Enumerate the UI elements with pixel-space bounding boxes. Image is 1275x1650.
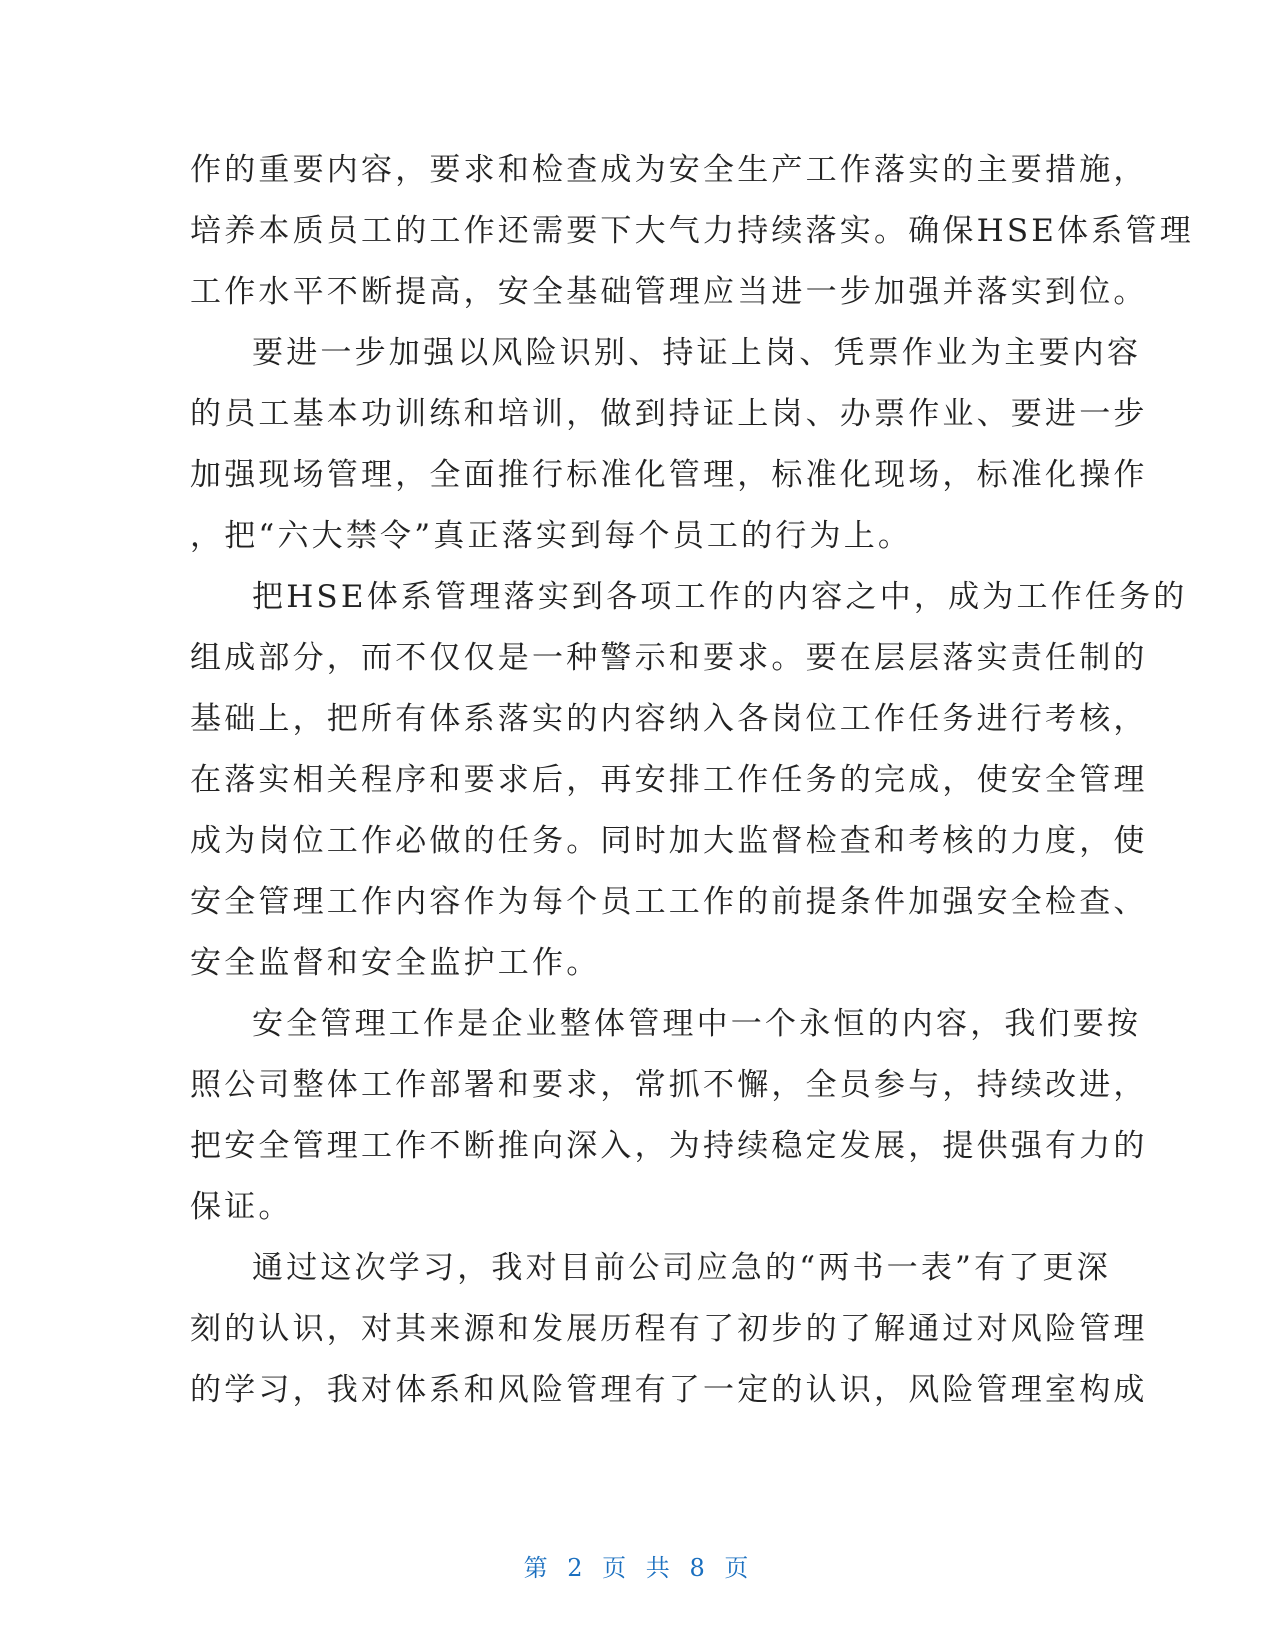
document-body bbox=[190, 140, 1194, 1421]
paragraph-line: 工作水平不断提高，安全基础管理应当进一步加强并落实到位。 bbox=[190, 274, 1148, 310]
paragraph-line: 安全监督和安全监护工作。 bbox=[190, 945, 601, 981]
paragraph-2 bbox=[190, 323, 1148, 567]
paragraph-line: 通过这次学习，我对目前公司应急的“两书一表”有了更深 bbox=[252, 1250, 1111, 1286]
paragraph-line: 基础上，把所有体系落实的内容纳入各岗位工作任务进行考核， bbox=[190, 701, 1148, 737]
paragraph-3 bbox=[190, 567, 1188, 994]
paragraph-line: 培养本质员工的工作还需要下大气力持续落实。确保HSE体系管理 bbox=[190, 213, 1194, 249]
paragraph-line: 把安全管理工作不断推向深入，为持续稳定发展，提供强有力的 bbox=[190, 1128, 1148, 1164]
paragraph-line: ，把“六大禁令”真正落实到每个员工的行为上。 bbox=[190, 518, 913, 554]
paragraph-line: 要进一步加强以风险识别、持证上岗、凭票作业为主要内容 bbox=[252, 335, 1142, 371]
paragraph-line: 成为岗位工作必做的任务。同时加大监督检查和考核的力度，使 bbox=[190, 823, 1148, 859]
paragraph-line: 的学习，我对体系和风险管理有了一定的认识，风险管理室构成 bbox=[190, 1372, 1148, 1408]
paragraph-4 bbox=[190, 994, 1148, 1238]
paragraph-line: 组成部分，而不仅仅是一种警示和要求。要在层层落实责任制的 bbox=[190, 640, 1148, 676]
paragraph-line: 在落实相关程序和要求后，再安排工作任务的完成，使安全管理 bbox=[190, 762, 1148, 798]
paragraph-1 bbox=[190, 140, 1194, 323]
paragraph-line: 安全管理工作是企业整体管理中一个永恒的内容，我们要按 bbox=[252, 1006, 1142, 1042]
paragraph-line: 保证。 bbox=[190, 1189, 293, 1225]
page-number-footer: 第 2 页 共 8 页 bbox=[523, 1554, 752, 1582]
paragraph-line: 照公司整体工作部署和要求，常抓不懈，全员参与，持续改进， bbox=[190, 1067, 1148, 1103]
paragraph-line: 的员工基本功训练和培训，做到持证上岗、办票作业、要进一步 bbox=[190, 396, 1148, 432]
paragraph-line: 加强现场管理，全面推行标准化管理，标准化现场，标准化操作 bbox=[190, 457, 1148, 493]
paragraph-line: 安全管理工作内容作为每个员工工作的前提条件加强安全检查、 bbox=[190, 884, 1148, 920]
paragraph-5 bbox=[190, 1238, 1148, 1421]
paragraph-line: 刻的认识，对其来源和发展历程有了初步的了解通过对风险管理 bbox=[190, 1311, 1148, 1347]
paragraph-line: 把HSE体系管理落实到各项工作的内容之中，成为工作任务的 bbox=[252, 579, 1188, 615]
paragraph-line: 作的重要内容，要求和检查成为安全生产工作落实的主要措施， bbox=[190, 152, 1148, 188]
